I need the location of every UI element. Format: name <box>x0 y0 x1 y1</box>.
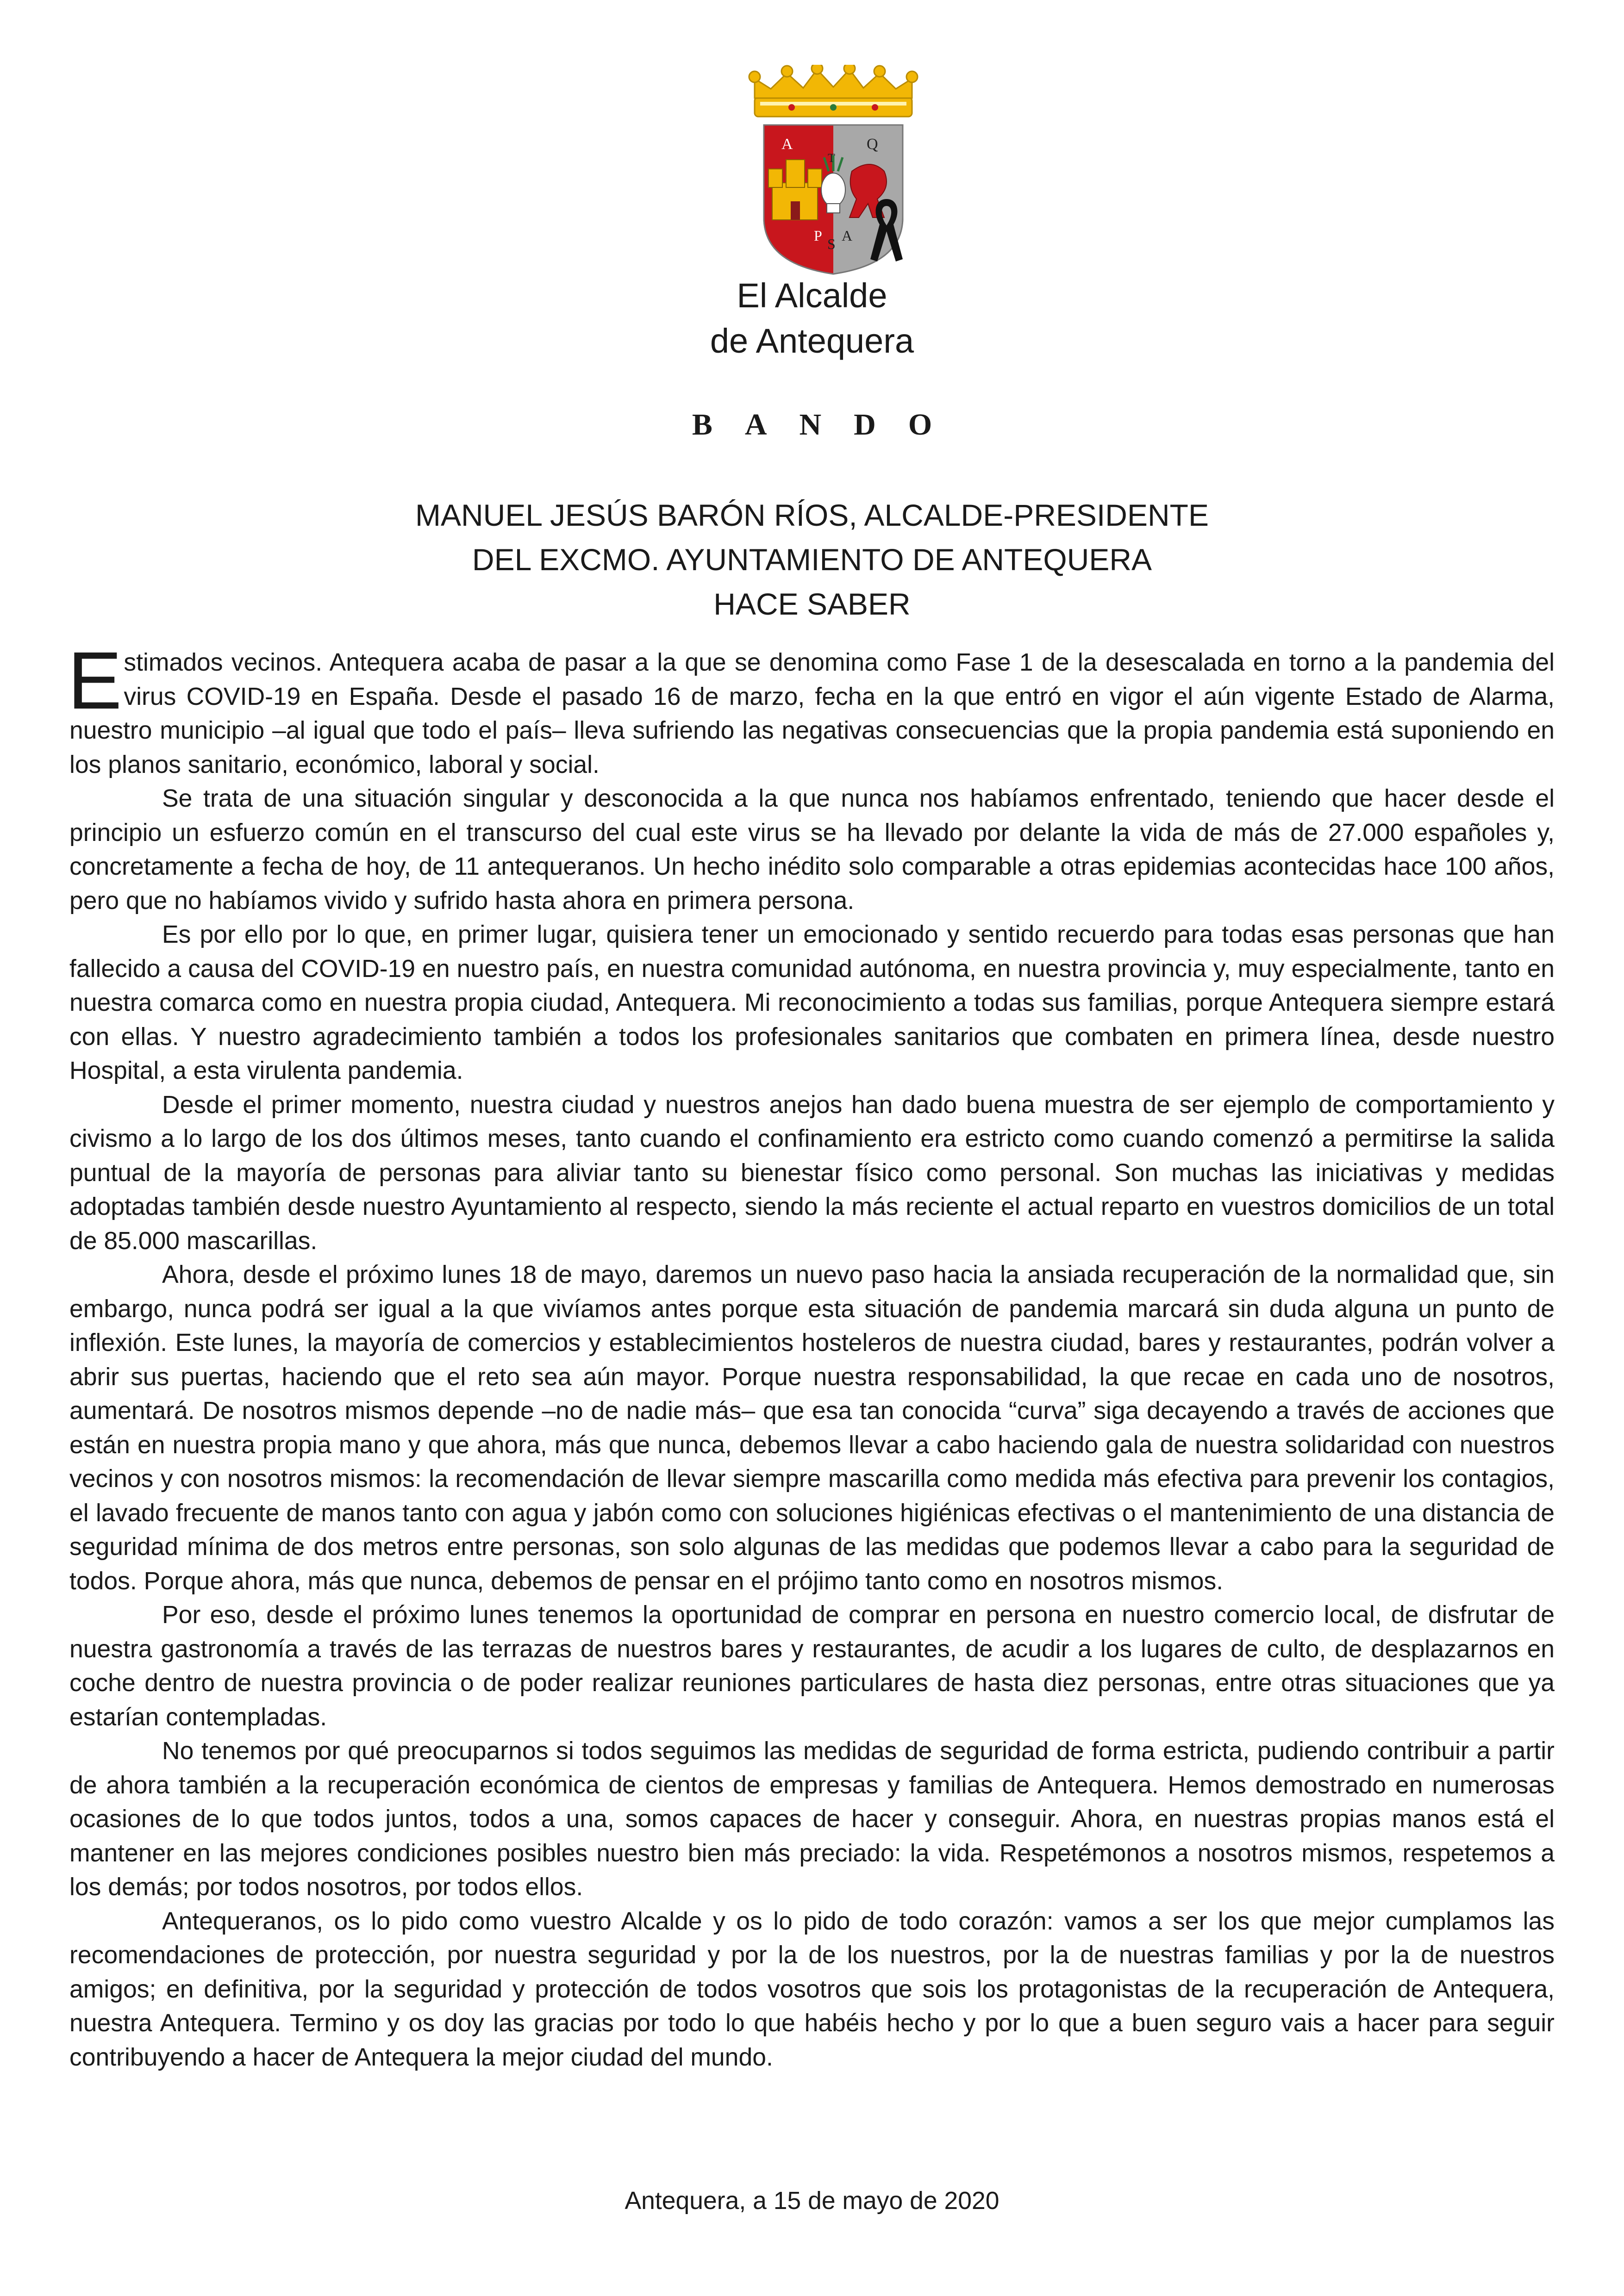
svg-text:P: P <box>814 227 822 244</box>
paragraph-2: Se trata de una situación singular y desconocida a la que nunca nos habíamos enfrentado, teniendo que hacer desde el principio un esfuerzo común en el transcurso del cual este virus se ha llevado por delante la vida de más de 27.000 españoles y, concretamente a fecha de hoy, de 11 antequeranos. Un hecho inédito solo comparable a otras epidemias acontecidas hace 100 años, pero que no habíamos vivido y sufrido hasta ahora en primera persona. <box>69 785 1555 915</box>
paragraph-3: Es por ello por lo que, en primer lugar, quisiera tener un emocionado y sentido recuerdo para todas esas personas que han fallecido a causa del COVID-19 en nuestro país, en nuestra comunidad autónoma, en nuestra provincia y, muy especialmente, tanto en nuestra comarca como en nuestra propia ciudad, Antequera. Mi reconocimiento a todas sus familias, porque Antequera siempre estará con ellas. Y nuestro agradecimiento también a todos los profesionales sanitarios que combaten en primera línea, desde nuestro Hospital, a esta virulenta pandemia. <box>69 921 1555 1084</box>
heading-line-1: MANUEL JESÚS BARÓN RÍOS, ALCALDE-PRESIDENTE <box>415 498 1209 532</box>
body-text <box>68 635 1555 2074</box>
paragraph-5: Ahora, desde el próximo lunes 18 de mayo, daremos un nuevo paso hacia la ansiada recuperación de la normalidad que, sin embargo, nunca podrá ser igual a la que vivíamos antes porque esta situación de pandemia marcará sin duda alguna un punto de inflexión. Este lunes, la mayoría de comercios y establecimientos hosteleros de nuestra ciudad, bares y restaurantes, podrán volver a abrir sus puertas, haciendo que el reto sea aún mayor. Porque nuestra responsabilidad, la que recae en cada uno de nosotros, aumentará. De nosotros mismos depende –no de nadie más– que esa tan conocida “curva” siga decayendo a través de acciones que están en nuestra propia mano y que ahora, más que nunca, debemos llevar a cabo haciendo gala de nuestra solidaridad con nuestros vecinos y con nosotros mismos: la recomendación de llevar siempre mascarilla como medida más efectiva para prevenir los contagios, el lavado frecuente de manos tanto con agua y jabón como con soluciones higiénicas efectivas o el mantenimiento de una distancia de seguridad mínima de dos metros entre personas, son solo algunas de las medidas que podemos llevar a cabo para la seguridad de todos. Porque ahora, más que nunca, debemos de pensar en el prójimo tanto como en nosotros mismos. <box>69 1261 1555 1595</box>
paragraph-1 <box>68 635 1555 782</box>
dateline: Antequera, a 15 de mayo de 2020 <box>625 2187 999 2215</box>
svg-text:Q: Q <box>867 136 878 153</box>
paragraph-8: Antequeranos, os lo pido como vuestro Alcalde y os lo pido de todo corazón: vamos a ser los que mejor cumplamos las recomendaciones de protección, por nuestra seguridad y por la de los nuestros, por la de nuestras familias y por la de nuestros amigos; en definitiva, por la seguridad y protección de todos vosotros que sois los protagonistas de la recuperación de Antequera, nuestra Antequera. Termino y os doy las gracias por todo lo que habéis hecho y por lo que a buen seguro vais a hacer para seguir contribuyendo a hacer de Antequera la mejor ciudad del mundo. <box>69 1907 1555 2071</box>
svg-text:S: S <box>827 236 836 252</box>
authority-block <box>0 273 1624 364</box>
crown-icon <box>749 65 918 117</box>
svg-text:T: T <box>828 151 835 165</box>
mourning-ribbon-icon <box>866 194 907 264</box>
paragraph-1-text: stimados vecinos. Antequera acaba de pasar a la que se denomina como Fase 1 de la desescalada en torno a la pandemia del virus COVID-19 en España. Desde el pasado 16 de marzo, fecha en la que entró en vigor el aún vigente Estado de Alarma, nuestro municipio –al igual que todo el país– lleva sufriendo las negativas consecuencias que la propia pandemia está suponiendo en los planos sanitario, económico, laboral y social. <box>69 649 1555 778</box>
paragraph-6: Por eso, desde el próximo lunes tenemos la oportunidad de comprar en persona en nuestro comercio local, de disfrutar de nuestra gastronomía a través de las terrazas de nuestros bares y restaurantes, de acudir a los lugares de culto, de desplazarnos en coche dentro de nuestra provincia o de poder realizar reuniones particulares de hasta diez personas, entre otras situaciones que ya estarían contempladas. <box>69 1601 1555 1731</box>
paragraph-7: No tenemos por qué preocuparnos si todos seguimos las medidas de seguridad de forma estricta, pudiendo contribuir a partir de ahora también a la recuperación económica de cientos de empresas y familias de Antequera. Hemos demostrado en numerosas ocasiones de lo que todos juntos, todos a una, somos capaces de hacer y conseguir. Ahora, en nuestras propias manos está el mantener en las mejores condiciones posibles nuestro bien más preciado: la vida. Respetémonos a nosotros mismos, respetemos a los demás; por todos nosotros, por todos ellos. <box>69 1737 1555 1901</box>
document-title: BANDO <box>692 408 965 442</box>
authority-line-1: El Alcalde <box>737 276 887 315</box>
paragraph-4: Desde el primer momento, nuestra ciudad y nuestros anejos han dado buena muestra de ser ejemplo de comportamiento y civismo a lo largo de los dos últimos meses, tanto cuando el confinamiento era estricto como cuando comenzó a permitirse la salida puntual de la mayoría de personas para aliviar tanto su bienestar físico como personal. Son muchas las iniciativas y medidas adoptadas también desde nuestro Ayuntamiento al respecto, siendo la más reciente el actual reparto en vuestros domicilios de un total de 85.000 mascarillas. <box>69 1091 1555 1255</box>
drop-cap: E <box>68 635 122 726</box>
authority-line-2: de Antequera <box>710 322 914 360</box>
heading-line-2: DEL EXCMO. AYUNTAMIENTO DE ANTEQUERA <box>472 542 1152 577</box>
svg-text:A: A <box>842 227 853 244</box>
proclamation-heading <box>0 493 1624 626</box>
svg-text:A: A <box>781 136 793 153</box>
heading-line-3: HACE SABER <box>713 587 911 621</box>
